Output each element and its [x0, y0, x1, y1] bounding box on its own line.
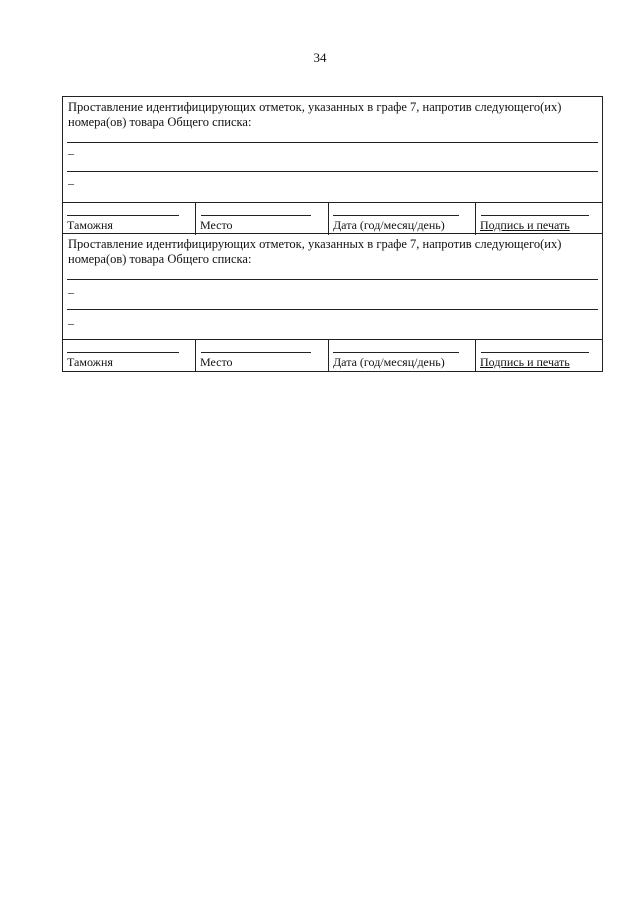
instruction-text: Проставление идентифицирующих отметок, указанных в графе 7, напротив следующего(их) номера(ов) товара Общего списка: — [68, 100, 562, 129]
place-label: Место — [200, 355, 233, 369]
place-cell[interactable] — [195, 203, 328, 235]
instruction-text: Проставление идентифицирующих отметок, указанных в графе 7, напротив следующего(их) номера(ов) товара Общего списка: — [68, 237, 562, 266]
date-cell[interactable] — [328, 203, 475, 235]
date-label: Дата (год/месяц/день) — [333, 218, 445, 232]
customs-cell[interactable] — [63, 340, 195, 372]
entry-line-2[interactable] — [67, 171, 598, 172]
signature-cell[interactable] — [475, 203, 602, 235]
entry-line-1[interactable] — [67, 142, 598, 143]
date-label: Дата (год/месяц/день) — [333, 355, 445, 369]
signature-line — [481, 215, 589, 216]
identification-block-2 — [62, 233, 603, 372]
customs-cell[interactable] — [63, 203, 195, 235]
place-cell[interactable] — [195, 340, 328, 372]
date-cell[interactable] — [328, 340, 475, 372]
customs-line — [67, 352, 179, 353]
entry-dash-1: – — [68, 285, 74, 299]
identification-block-1 — [62, 96, 603, 234]
signature-label: Подпись и печать — [480, 355, 570, 369]
customs-line — [67, 215, 179, 216]
signature-cell[interactable] — [475, 340, 602, 372]
customs-label: Таможня — [67, 218, 113, 232]
date-line — [333, 215, 459, 216]
place-label: Место — [200, 218, 233, 232]
entry-dash-1: – — [68, 146, 74, 160]
place-line — [201, 215, 311, 216]
entry-dash-2: – — [68, 316, 74, 330]
date-line — [333, 352, 459, 353]
entry-line-1[interactable] — [67, 279, 598, 280]
signature-line — [481, 352, 589, 353]
place-line — [201, 352, 311, 353]
entry-line-2[interactable] — [67, 309, 598, 310]
page-number: 34 — [313, 50, 327, 65]
customs-label: Таможня — [67, 355, 113, 369]
entry-dash-2: – — [68, 176, 74, 190]
signature-row — [63, 202, 602, 235]
signature-row — [63, 339, 602, 372]
signature-label: Подпись и печать — [480, 218, 570, 232]
